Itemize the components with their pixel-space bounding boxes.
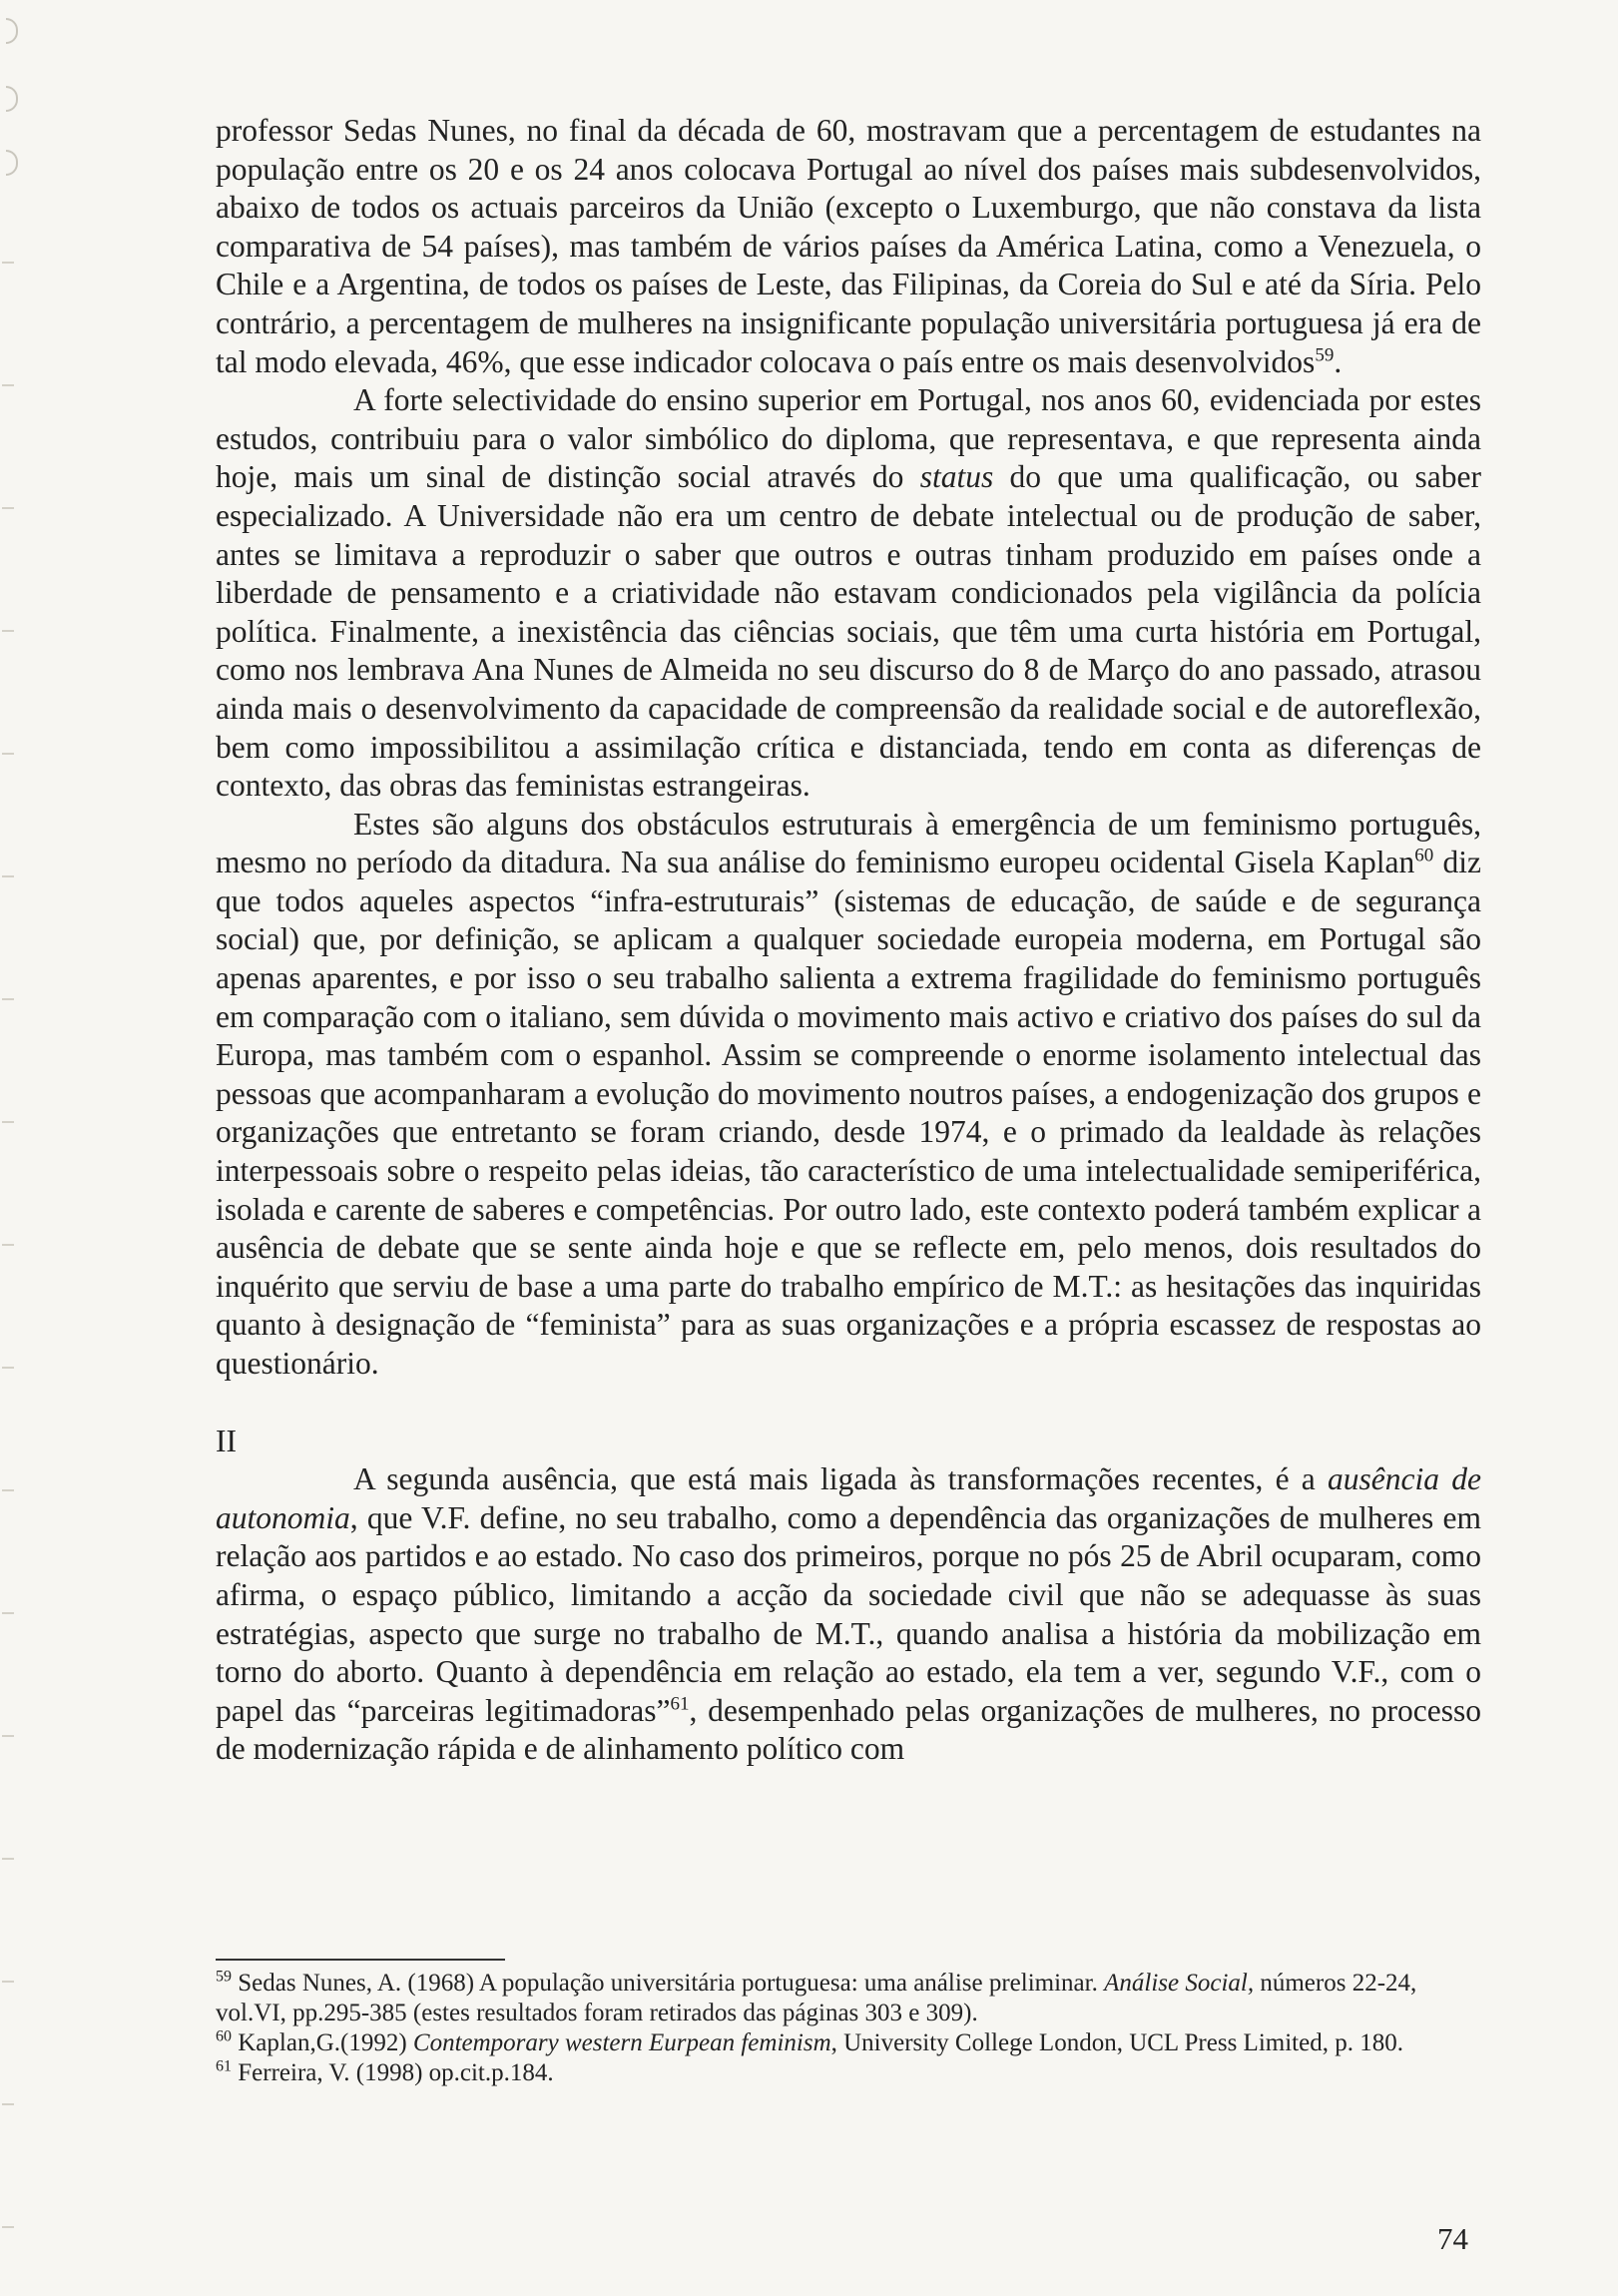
footnote-reference: 60 — [216, 2027, 232, 2045]
italic-text: ausência de autonomia — [216, 1461, 1481, 1535]
footnote-reference: 60 — [1414, 845, 1434, 866]
text-run: Sedas Nunes, A. (1968) A população universitária portuguesa: uma análise preliminar. — [232, 1970, 1105, 1997]
text-run: A forte selectividade do ensino superior em Portugal, nos anos 60, evidenciada por estes estudos, contribuiu para o valor simbólico do diploma, que representava, e que representa ainda hoje, mais um sinal de distinção social através do — [216, 382, 1481, 495]
body-text — [216, 112, 1481, 1769]
footnote-reference: 59 — [1315, 344, 1335, 366]
text-run: . — [1334, 343, 1343, 379]
text-run: , desempenhado pelas organizações de mulheres, no processo de modernização rápida e de alinhamento político com — [216, 1692, 1482, 1767]
footnotes — [216, 1969, 1481, 2088]
page-number: 74 — [1437, 2221, 1468, 2256]
footnote — [216, 2058, 1481, 2088]
text-run: Ferreira, V. (1998) op.cit.p.184. — [232, 2059, 554, 2086]
italic-text: Contemporary western Eurpean feminism — [412, 2029, 831, 2056]
text-run: Kaplan,G.(1992) — [232, 2029, 413, 2056]
paragraph — [216, 1460, 1481, 1769]
text-run: , University College London, UCL Press Limited, p. 180. — [830, 2029, 1403, 2056]
text-run: do que uma qualificação, ou saber especializado. A Universidade não era um centro de debate intelectual ou de produção de saber, antes se limitava a reproduzir o saber que outros e outras tinham produzido em países onde a liberdade de pensamento e a criatividade não estavam condicionados pela vigilância da polícia política. Finalmente, a inexistência das ciências sociais, que têm uma curta história em Portugal, como nos lembrava Ana Nunes de Almeida no seu discurso do 8 de Março do ano passado, atrasou ainda mais o desenvolvimento da capacidade de compreensão da realidade social e de autoreflexão, bem como impossibilitou a assimilação crítica e distanciada, tendo em conta as diferenças de contexto, das obras das feministas estrangeiras. — [216, 459, 1481, 804]
footnote-divider — [216, 1959, 505, 1961]
text-run: Estes são alguns dos obstáculos estruturais à emergência de um feminismo português, mesmo no período da ditadura. Na sua análise do feminismo europeu ocidental Gisela Kaplan — [216, 806, 1481, 880]
footnote — [216, 2028, 1481, 2058]
text-run: números 22-24, vol.VI, pp.295-385 (estes resultados foram retirados das páginas 303 e 309). — [216, 1970, 1417, 2026]
section-number: II — [216, 1423, 237, 1458]
footnote — [216, 1969, 1481, 2028]
italic-text: Análise Social, — [1104, 1970, 1255, 1997]
footnote-reference: 61 — [216, 2057, 232, 2075]
text-run: A segunda ausência, que está mais ligada às transformações recentes, é a — [353, 1461, 1329, 1497]
paragraph — [216, 806, 1481, 1384]
binding-edge — [0, 0, 28, 2296]
text-run: professor Sedas Nunes, no final da década de 60, mostravam que a percentagem de estudantes na população entre os 20 e os 24 anos colocava Portugal ao nível dos países mais subdesenvolvidos, abaixo de todos os actuais parceiros da União (excepto o Luxemburgo, que não constava da lista comparativa de 54 países), mas também de vários países da América Latina, como a Venezuela, o Chile e a Argentina, de todos os países de Leste, das Filipinas, da Coreia do Sul e até da Síria. Pelo contrário, a percentagem de mulheres na insignificante população universitária portuguesa já era de tal modo elevada, 46%, que esse indicador colocava o país entre os mais desenvolvidos — [216, 113, 1481, 379]
italic-text: status — [919, 459, 994, 495]
paragraph — [216, 112, 1481, 381]
text-run: diz que todos aqueles aspectos “infra-estruturais” (sistemas de educação, de saúde e de segurança social) que, por definição, se aplicam a qualquer sociedade europeia moderna, em Portugal são apenas aparentes, e por isso o seu trabalho salienta a extrema fragilidade do feminismo português em comparação com o italiano, sem dúvida o movimento mais activo e criativo dos países do sul da Europa, mas também com o espanhol. Assim se compreende o enorme isolamento intelectual das pessoas que acompanharam a evolução do movimento noutros países, a endogenização dos grupos e organizações que entretanto se foram criando, desde 1974, e o primado da lealdade às relações interpessoais sobre o respeito pelas ideias, tão característico de uma intelectualidade semiperiférica, isolada e carente de saberes e competências. Por outro lado, este contexto poderá também explicar a ausência de debate que se sente ainda hoje e que se reflecte em, pelo menos, dois resultados do inquérito que serviu de base a uma parte do trabalho empírico de M.T.: as hesitações das inquiridas quanto à designação de “feminista” para as suas organizações e a própria escassez de respostas ao questionário. — [216, 845, 1482, 1381]
footnote-reference: 59 — [216, 1968, 232, 1986]
paragraph — [216, 381, 1481, 806]
footnote-reference: 61 — [670, 1693, 690, 1715]
text-run: , que V.F. define, no seu trabalho, como a dependência das organizações de mulheres em relação aos partidos e ao estado. No caso dos primeiros, porque no pós 25 de Abril ocuparam, como afirma, o espaço público, limitando a acção da sociedade civil que não se adequasse às suas estratégias, aspecto que surge no trabalho de M.T., quando analisa a história da mobilização em torno do aborto. Quanto à dependência em relação ao estado, ela tem a ver, segundo V.F., com o papel das “parceiras legitimadoras” — [216, 1499, 1481, 1728]
